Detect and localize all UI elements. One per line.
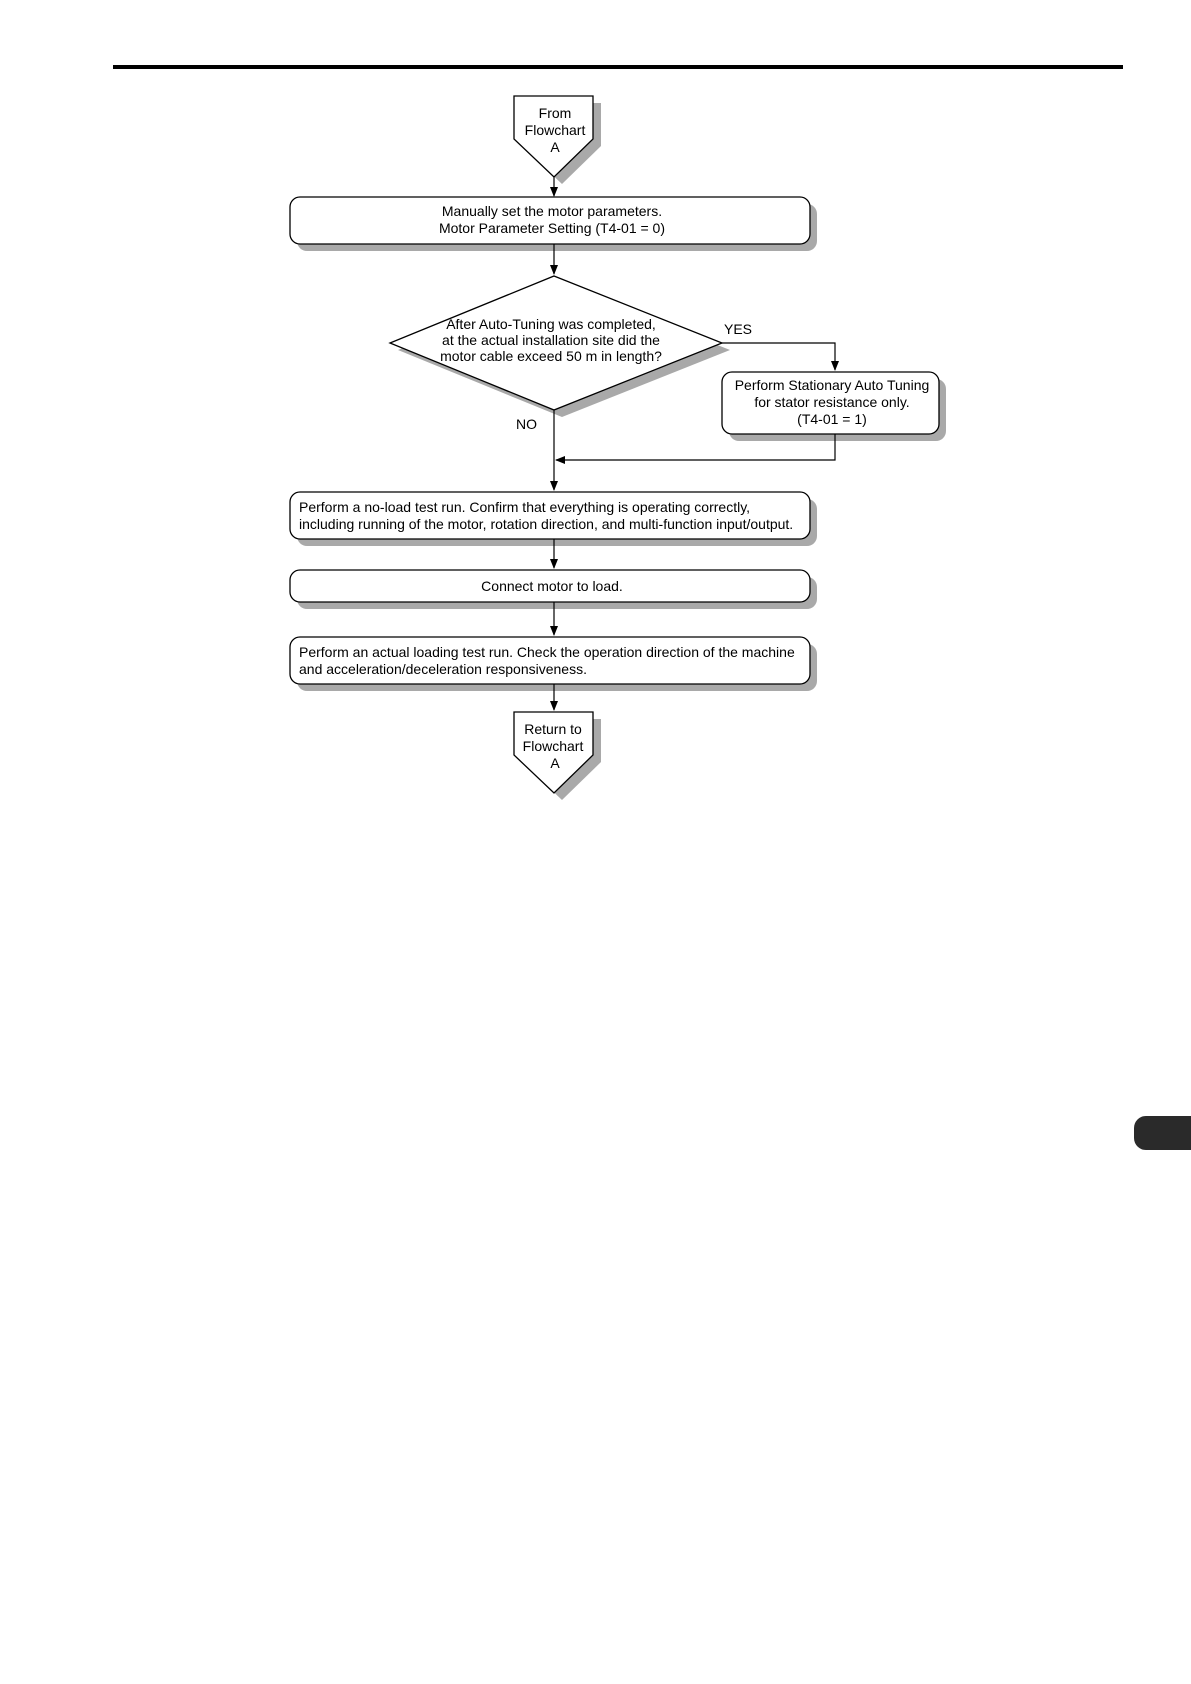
decision-line-2: at the actual installation site did the	[442, 332, 660, 348]
step-manual-line-1: Manually set the motor parameters.	[441, 203, 663, 219]
end-connector-line-1: Return to	[524, 721, 582, 737]
start-connector-line-2: Flowchart	[524, 122, 586, 138]
end-connector-line-3: A	[550, 755, 560, 771]
arrow-yes-to-stationary	[722, 343, 835, 370]
step-connect-line-1: Connect motor to load.	[481, 578, 623, 594]
step-noload-line-1: Perform a no-load test run. Confirm that everything is operating correctly,	[299, 499, 751, 515]
step-loading-box	[290, 637, 817, 691]
start-connector-line-3: A	[550, 139, 560, 155]
decision-line-3: motor cable exceed 50 m in length?	[440, 348, 662, 364]
step-manual-box	[290, 197, 817, 251]
yes-label: YES	[724, 321, 753, 337]
start-connector	[514, 96, 601, 184]
decision-diamond	[390, 276, 730, 417]
step-stationary-box	[722, 372, 946, 441]
step-noload-line-2: including running of the motor, rotation direction, and multi-function input/output.	[299, 516, 794, 532]
step-manual-line-2: Motor Parameter Setting (T4-01 = 0)	[438, 220, 666, 236]
step-stationary-line-3: (T4-01 = 1)	[797, 411, 867, 427]
start-connector-line-1: From	[538, 105, 572, 121]
end-connector	[514, 712, 601, 800]
no-label: NO	[516, 416, 537, 432]
step-noload-box	[290, 492, 817, 546]
step-loading-line-2: and acceleration/deceleration responsiveness.	[299, 661, 587, 677]
decision-line-1: After Auto-Tuning was completed,	[446, 316, 656, 332]
step-stationary-line-2: for stator resistance only.	[754, 394, 910, 410]
end-connector-line-2: Flowchart	[522, 738, 584, 754]
step-loading-line-1: Perform an actual loading test run. Check the operation direction of the machine	[299, 644, 795, 660]
step-stationary-line-1: Perform Stationary Auto Tuning	[734, 377, 930, 393]
